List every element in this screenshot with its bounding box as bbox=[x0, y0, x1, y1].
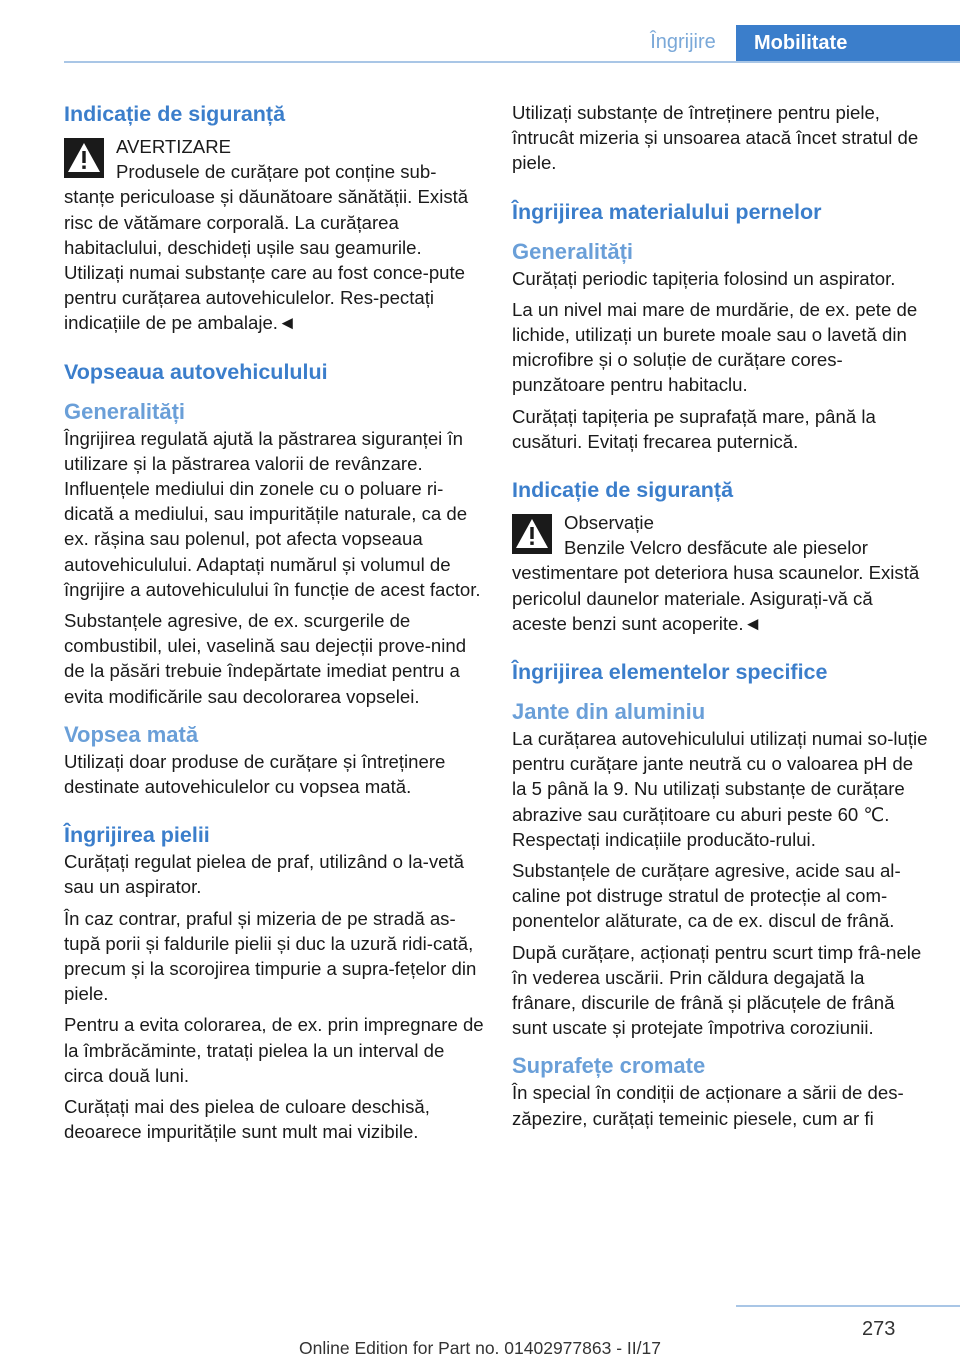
warning-title: AVERTIZARE bbox=[116, 136, 232, 157]
paragraph: Substanțele de curățare agresive, acide sau al‐caline pot distruge stratul de protecție al com‐ponentelor alăturate, ca de ex. discul de frână. bbox=[512, 860, 901, 932]
paragraph: Substanțele agresive, de ex. scurgerile de combustibil, ulei, vaselină sau dejecții prove‐nind de la păsări trebuie îndepărtate imediat pentru a evita modificările sau decolorarea vopselei. bbox=[64, 610, 467, 707]
upholstery-heading: Îngrijirea materialului pernelor bbox=[512, 199, 822, 224]
footer-divider bbox=[736, 1305, 960, 1307]
warning-line: Produsele de curățare pot conține sub‐ bbox=[116, 161, 437, 183]
paragraph: Curățați mai des pielea de culoare deschisă, deoarece impuritățile sunt mult mai vizibile. bbox=[64, 1096, 430, 1143]
leather-heading: Îngrijirea pielii bbox=[64, 823, 210, 848]
notice-title: Observație bbox=[564, 512, 654, 534]
paragraph: Curățați periodic tapițeria folosind un aspirator. bbox=[512, 267, 896, 289]
warning-triangle-icon bbox=[64, 138, 104, 178]
rims-heading: Jante din aluminiu bbox=[512, 699, 706, 725]
notice-line: Benzile Velcro desfăcute ale pieselor bbox=[564, 537, 868, 559]
specific-elements-heading: Îngrijirea elementelor specifice bbox=[512, 660, 828, 685]
page-header bbox=[0, 25, 960, 62]
warning-body: stanțe periculoase și dăunătoare sănătății. Există risc de vătămare corporală. La curățarea habitaclului, deschideți ușile sau geamurile. Utilizați numai substanțe care au fost conce‐pute pentru curățarea autovehiculelor. Res‐pectați indicațiile de pe ambalaje.◄ bbox=[64, 186, 469, 334]
paragraph: În caz contrar, praful și mizeria de pe stradă as‐tupă porii și faldurile pielii și duc la uzură ridi‐cată, precum și la scorojirea timpurie a supra‐fețelor din piele. bbox=[64, 907, 477, 1005]
notice-box bbox=[512, 510, 932, 636]
tab-ingrijire[interactable]: Îngrijire bbox=[650, 31, 716, 53]
paragraph: Utilizați doar produse de curățare și întreținere destinate autovehiculelor cu vopsea mată. bbox=[64, 750, 446, 798]
chrome-heading: Suprafețe cromate bbox=[512, 1053, 706, 1079]
left-column bbox=[64, 100, 484, 1145]
paragraph: Utilizați substanțe de întreținere pentru piele, întrucât mizeria și unsoarea atacă încet stratul de piele. bbox=[512, 102, 919, 174]
tab-mobilitate[interactable]: Mobilitate bbox=[736, 25, 960, 62]
edition-footer: Online Edition for Part no. 01402977863 - II/17 bbox=[299, 1338, 661, 1358]
safety-heading: Indicație de siguranță bbox=[64, 102, 286, 126]
page-number: 273 bbox=[862, 1318, 896, 1340]
header-divider bbox=[64, 61, 960, 63]
paragraph: Îngrijirea regulată ajută la păstrarea siguranței în utilizare și la păstrarea valorii de revânzare. Influențele mediului din zonele cu o poluare ri‐dicată a mediului, sau impuritățile naturale, ca de ex. rășina sau polenul, pot afecta vopseaua autovehiculului. Adaptați numărul și volumul de îngrijire a autovehiculului în funcție de acest factor. bbox=[64, 427, 481, 600]
paragraph: La un nivel mai mare de murdărie, de ex. pete de lichide, utilizați un burete moale sau o lavetă din microfibre și o soluție de curățare cores‐punzătoare pentru habitaclu. bbox=[512, 298, 918, 396]
upholstery-general-heading: Generalități bbox=[512, 238, 634, 264]
warning-triangle-icon bbox=[512, 514, 552, 554]
paragraph: Curățați regulat pielea de praf, utilizând o la‐vetă sau un aspirator. bbox=[64, 851, 465, 898]
matte-heading: Vopsea mată bbox=[64, 721, 199, 747]
paint-heading: Vopseaua autovehiculului bbox=[64, 359, 328, 384]
notice-body: vestimentare pot deteriora husa scaunelor. Există pericolul daunelor materiale. Asigurați-vă că aceste benzi sunt acoperite.◄ bbox=[512, 562, 920, 634]
paragraph: La curățarea autovehiculului utilizați numai so‐luție pentru curățare jante neutră cu o valoarea pH de la 5 până la 9. Nu utilizați substanțe de curățare abrazive sau curățitoare cu aburi peste 60 ℃. Respectați indicațiile producăto‐rului. bbox=[512, 728, 928, 850]
paragraph: În special în condiții de acționare a sării de des‐zăpezire, curățați temeinic piesele, cum ar fi bbox=[512, 1082, 904, 1129]
paragraph: Pentru a evita colorarea, de ex. prin impregnare de la îmbrăcăminte, tratați pielea la un interval de circa două luni. bbox=[64, 1014, 484, 1086]
paint-general-heading: Generalități bbox=[64, 398, 186, 424]
paragraph: După curățare, acționați pentru scurt timp frâ‐nele în vederea uscării. Prin căldura degajată la frânare, discurile de frână și plăcuțele de frână sunt uscate și protejate împotriva coroziunii. bbox=[512, 941, 922, 1039]
warning-box bbox=[64, 134, 484, 336]
paragraph: Curățați tapițeria pe suprafață mare, până la cusături. Evitați frecarea puternică. bbox=[512, 405, 876, 452]
safety-heading: Indicație de siguranță bbox=[512, 478, 734, 503]
right-column bbox=[512, 100, 932, 1131]
